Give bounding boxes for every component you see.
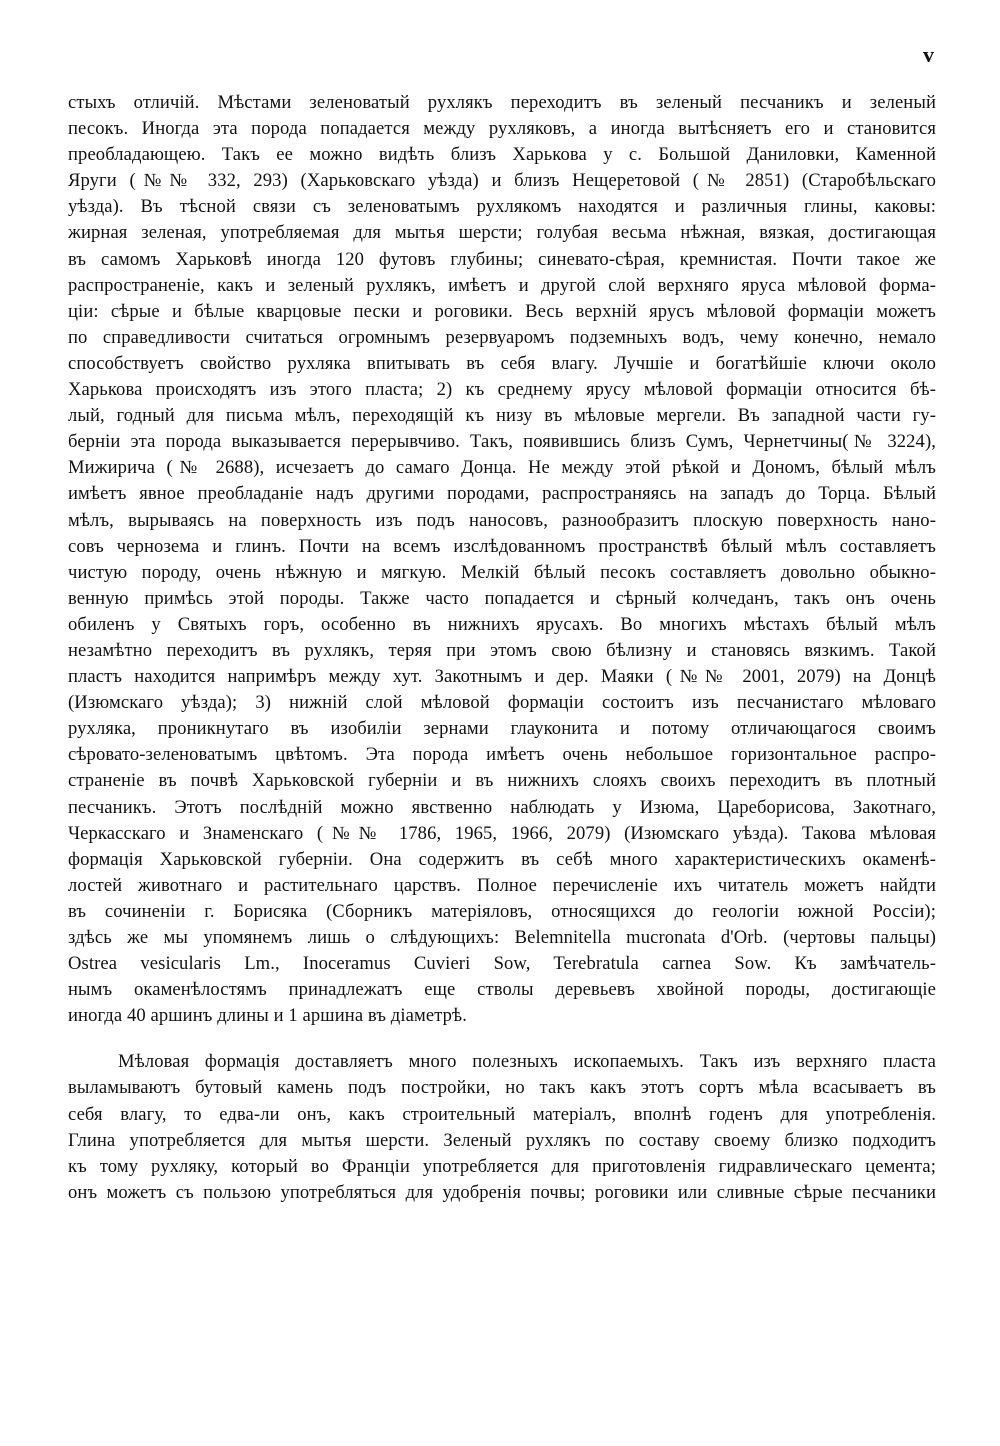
text-line: выламываютъ бутовый камень подъ постройки, но такъ какъ этотъ сортъ мѣла всасываетъ въ	[68, 1077, 936, 1099]
text-line: уѣзда). Въ тѣсной связи съ зеленоватымъ рухлякомъ находятся и различныя глины, каковы:	[68, 196, 936, 218]
text-line: Харькова происходятъ изъ этого пласта; 2) къ среднему ярусу мѣловой формаціи относится бѣ-	[68, 379, 936, 401]
text-line: совъ чернозема и глинъ. Почти на всемъ изслѣдованномъ пространствѣ бѣлый мѣлъ составляетъ	[68, 535, 936, 557]
text-line: Ostrea vesicularis Lm., Inoceramus Cuvieri Sow, Terebratula carnea Sow. Къ замѣчатель-	[68, 953, 936, 975]
text-line: лостей животнаго и растительнаго царствъ. Полное перечисленіе ихъ читатель можетъ найдти	[68, 874, 936, 896]
text-line: стыхъ отличій. Мѣстами зеленоватый рухлякъ переходитъ въ зеленый песчаникъ и зеленый	[68, 92, 936, 113]
text-line: (Изюмскаго уѣзда); 3) нижній слой мѣловой формаціи состоитъ изъ песчанистаго мѣловаго	[68, 692, 936, 714]
text-line: въ сочиненіи г. Борисяка (Сборникъ матеріяловъ, относящихся до геологіи южной Россіи);	[68, 900, 936, 922]
text-line: обиленъ у Святыхъ горъ, особенно въ нижнихъ ярусахъ. Во многихъ мѣстахъ бѣлый мѣлъ	[68, 613, 936, 635]
text-column	[68, 90, 936, 1206]
text-line: песчаникъ. Этотъ послѣдній можно явственно наблюдать у Изюма, Цареборисова, Закотнаго,	[68, 796, 936, 818]
text-line: лый, годный для письма мѣлъ, переходящій къ низу въ мѣловые мергели. Въ западной части гу-	[68, 405, 936, 427]
text-line: преобладающею. Такъ ее можно видѣть близъ Харькова у с. Большой Даниловки, Каменной	[68, 144, 936, 166]
text-line: онъ можетъ съ пользою употребляться для удобренія почвы; роговики или сливные сѣрые песчаники	[68, 1181, 936, 1203]
page-number: v	[923, 42, 934, 67]
text-line: къ тому рухляку, который во Франціи употребляется для приготовленія гидравлическаго цемента;	[68, 1155, 936, 1177]
text-line: здѣсь же мы упомянемъ лишь о слѣдующихъ: Belemnitella mucronata d'Orb. (чертовы пальцы)	[68, 927, 936, 948]
text-line: берніи эта порода выказывается перерывчиво. Такъ, появившись близъ Сумъ, Чернетчины(№ 3224),	[68, 431, 936, 453]
text-line: Мижирича (№ 2688), исчезаетъ до самаго Донца. Не между этой рѣкой и Дономъ, бѣлый мѣлъ	[68, 457, 936, 479]
text-line: Яруги (№№ 332, 293) (Харьковскаго уѣзда) и близъ Нещеретовой (№ 2851) (Старобѣльскаго	[68, 170, 936, 192]
text-line: способствуетъ свойство рухляка впитывать въ себя влагу. Лучшіе и богатѣйшіе ключи около	[68, 352, 936, 374]
paragraph-gap	[68, 1029, 936, 1049]
text-line: мѣлъ, вырываясь на поверхность изъ подъ наносовъ, разнообразитъ плоскую поверхность нано-	[68, 509, 936, 531]
text-line: имѣетъ явное преобладаніе надъ другими породами, распространяясь на западъ до Торца. Бѣлый	[68, 483, 936, 505]
text-line: себя влагу, то едва-ли онъ, какъ строительный матеріалъ, вполнѣ годенъ для употребленія.	[68, 1103, 936, 1125]
text-line: жирная зеленая, употребляемая для мытья шерсти; голубая весьма нѣжная, вязкая, достигающая	[68, 222, 936, 244]
text-line: въ самомъ Харьковѣ иногда 120 футовъ глубины; синевато-сѣрая, кремнистая. Почти такое же	[68, 248, 936, 270]
text-line: по справедливости считаться огромнымъ резервуаромъ подземныхъ водъ, чему конечно, немало	[68, 326, 936, 348]
text-line: распространеніе, какъ и зеленый рухлякъ, имѣетъ и другой слой верхняго яруса мѣловой форма-	[68, 274, 936, 296]
text-line: Глина употребляется для мытья шерсти. Зеленый рухлякъ по составу своему близко подходитъ	[68, 1129, 936, 1151]
text-line: песокъ. Иногда эта порода попадается между рухляковъ, а иногда вытѣсняетъ его и становится	[68, 118, 936, 140]
text-line: формація Харьковской губерніи. Она содержитъ въ себѣ много характеристическихъ окаменѣ-	[68, 848, 936, 870]
text-line: венную примѣсь этой породы. Также часто попадается и сѣрный колчеданъ, такъ онъ очень	[68, 587, 936, 609]
text-line: иногда 40 аршинъ длины и 1 аршина въ діаметрѣ.	[68, 1005, 467, 1027]
paragraph	[68, 1049, 936, 1206]
text-line: сѣровато-зеленоватымъ цвѣтомъ. Эта порода имѣетъ очень небольшое горизонтальное распро-	[68, 744, 936, 766]
paragraph	[68, 90, 936, 1029]
text-line: рухляка, проникнутаго въ изобиліи зернами глауконита и потому отличающагося своимъ	[68, 718, 936, 740]
text-line: ціи: сѣрые и бѣлые кварцовые пески и роговики. Весь верхній ярусъ мѣловой формаціи можетъ	[68, 300, 936, 322]
text-line: Мѣловая формація доставляетъ много полезныхъ ископаемыхъ. Такъ изъ верхняго пласта	[118, 1051, 936, 1073]
text-line: страненіе въ почвѣ Харьковской губерніи и въ нижнихъ слояхъ своихъ переходитъ въ плотный	[68, 770, 936, 792]
text-line: нымъ окаменѣлостямъ принадлежатъ еще стволы деревьевъ хвойной породы, достигающіе	[68, 979, 936, 1001]
text-line: пластъ находится напримѣръ между хут. Закотнымъ и дер. Маяки (№№ 2001, 2079) на Донцѣ	[68, 666, 936, 688]
text-line: чистую породу, очень нѣжную и мягкую. Мелкій бѣлый песокъ составляетъ довольно обыкно-	[68, 561, 936, 583]
text-line: Черкасскаго и Знаменскаго (№№ 1786, 1965, 1966, 2079) (Изюмскаго уѣзда). Такова мѣловая	[68, 822, 936, 844]
text-line: незамѣтно переходитъ въ рухлякъ, теряя при этомъ свою бѣлизну и становясь вязкимъ. Такой	[68, 639, 936, 661]
